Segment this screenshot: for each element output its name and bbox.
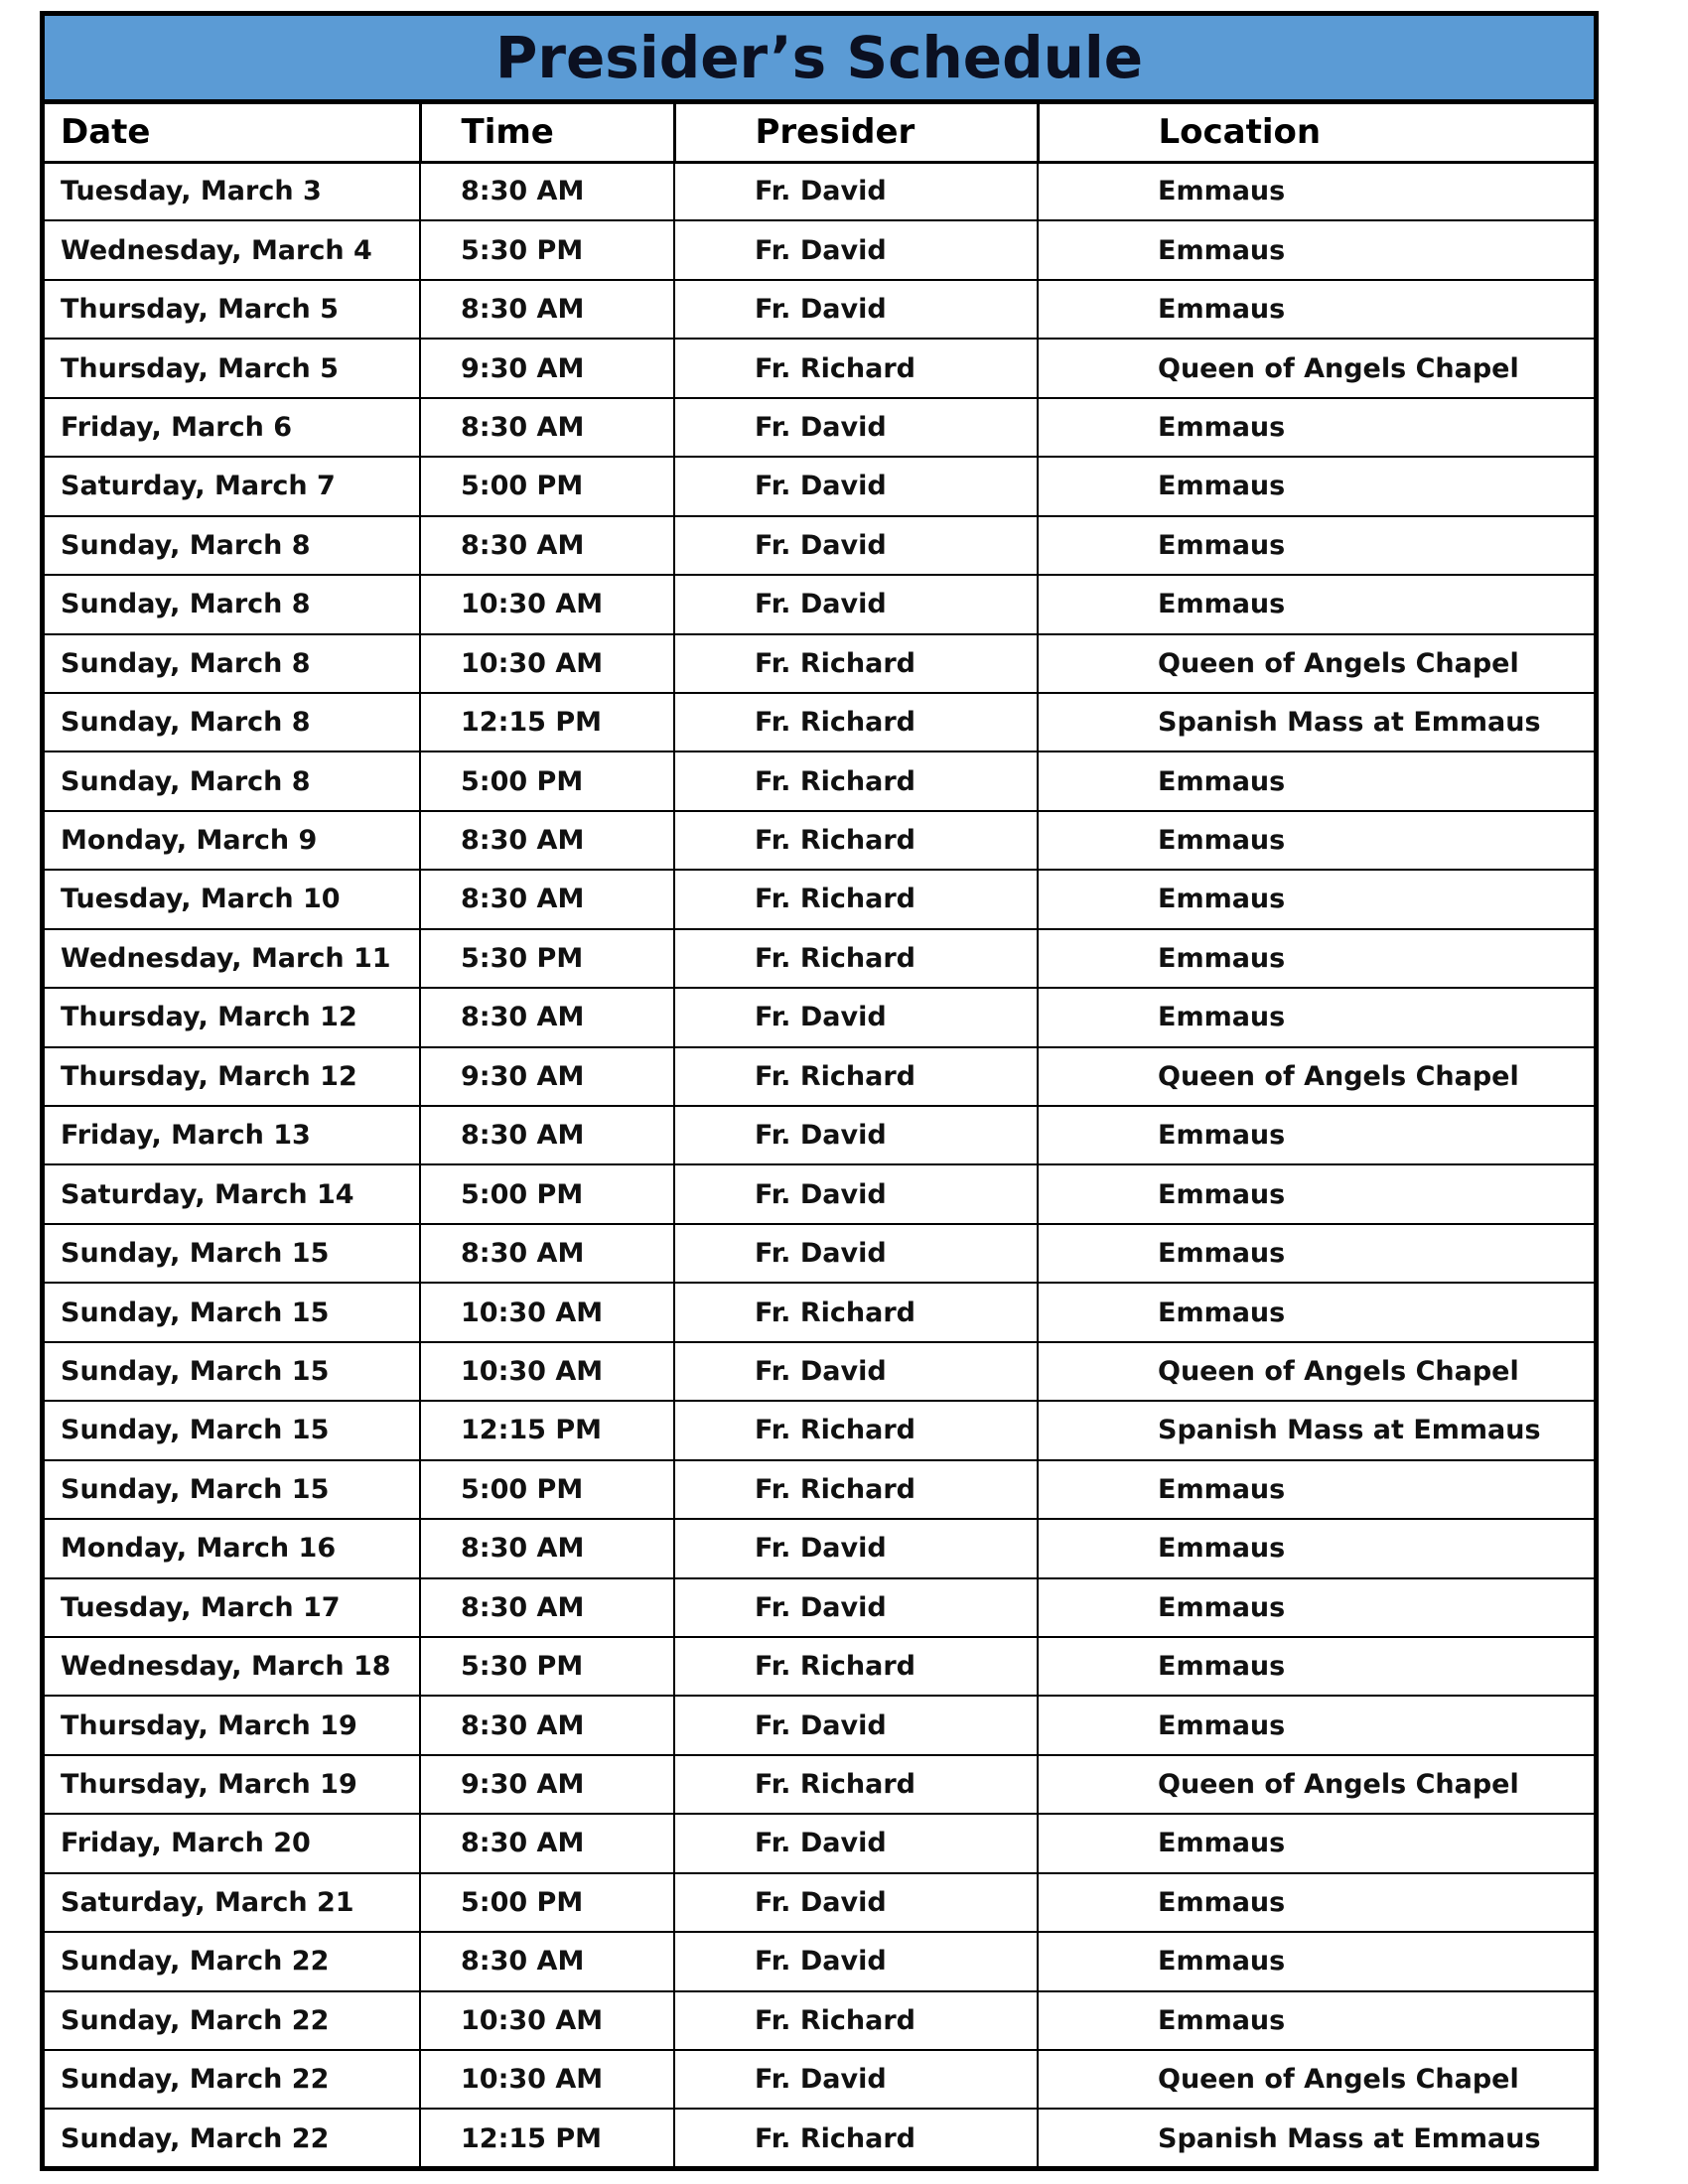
presider-cell: Fr. Richard — [674, 693, 1038, 751]
date-cell: Sunday, March 8 — [45, 634, 420, 693]
time-cell: 5:30 PM — [420, 220, 674, 279]
time-cell: 8:30 AM — [420, 1578, 674, 1637]
time-cell: 5:30 PM — [420, 1637, 674, 1696]
location-cell: Emmaus — [1038, 870, 1594, 928]
presider-cell: Fr. David — [674, 1106, 1038, 1164]
date-cell: Friday, March 6 — [45, 398, 420, 457]
location-cell: Emmaus — [1038, 280, 1594, 339]
presider-cell: Fr. Richard — [674, 1637, 1038, 1696]
date-cell: Tuesday, March 10 — [45, 870, 420, 928]
time-cell: 10:30 AM — [420, 1342, 674, 1401]
time-cell: 5:00 PM — [420, 1460, 674, 1519]
presider-cell: Fr. David — [674, 1814, 1038, 1872]
location-cell: Emmaus — [1038, 575, 1594, 633]
date-cell: Wednesday, March 18 — [45, 1637, 420, 1696]
table-row — [45, 162, 1594, 220]
date-cell: Sunday, March 8 — [45, 516, 420, 575]
presider-cell: Fr. David — [674, 2050, 1038, 2109]
table-row — [45, 1637, 1594, 1696]
date-cell: Sunday, March 15 — [45, 1342, 420, 1401]
location-cell: Queen of Angels Chapel — [1038, 339, 1594, 397]
presider-cell: Fr. Richard — [674, 870, 1038, 928]
location-cell: Emmaus — [1038, 1637, 1594, 1696]
presider-cell: Fr. David — [674, 1578, 1038, 1637]
date-cell: Thursday, March 5 — [45, 280, 420, 339]
time-cell: 5:00 PM — [420, 751, 674, 810]
presider-cell: Fr. David — [674, 1342, 1038, 1401]
location-cell: Queen of Angels Chapel — [1038, 1342, 1594, 1401]
location-cell: Emmaus — [1038, 1991, 1594, 2050]
time-cell: 8:30 AM — [420, 870, 674, 928]
time-cell: 8:30 AM — [420, 516, 674, 575]
time-cell: 9:30 AM — [420, 1755, 674, 1814]
table-row — [45, 811, 1594, 870]
location-cell: Emmaus — [1038, 398, 1594, 457]
location-cell: Emmaus — [1038, 1164, 1594, 1223]
presider-cell: Fr. David — [674, 516, 1038, 575]
table-row — [45, 2109, 1594, 2167]
date-cell: Sunday, March 22 — [45, 1991, 420, 2050]
table-row — [45, 457, 1594, 515]
date-cell: Thursday, March 12 — [45, 988, 420, 1046]
date-cell: Friday, March 13 — [45, 1106, 420, 1164]
presider-cell: Fr. David — [674, 220, 1038, 279]
presider-cell: Fr. David — [674, 280, 1038, 339]
time-cell: 5:30 PM — [420, 929, 674, 988]
table-row — [45, 220, 1594, 279]
table-row — [45, 1460, 1594, 1519]
table-row — [45, 929, 1594, 988]
column-header-time: Time — [420, 104, 674, 162]
location-cell: Emmaus — [1038, 1519, 1594, 1577]
header-row — [45, 104, 1594, 162]
presider-cell: Fr. Richard — [674, 1401, 1038, 1459]
presider-cell: Fr. David — [674, 988, 1038, 1046]
time-cell: 5:00 PM — [420, 1873, 674, 1932]
table-row — [45, 988, 1594, 1046]
location-cell: Spanish Mass at Emmaus — [1038, 1401, 1594, 1459]
time-cell: 10:30 AM — [420, 634, 674, 693]
page-title: Presider’s Schedule — [45, 16, 1594, 104]
table-row — [45, 1047, 1594, 1106]
date-cell: Sunday, March 22 — [45, 1932, 420, 1990]
time-cell: 8:30 AM — [420, 1814, 674, 1872]
table-row — [45, 2050, 1594, 2109]
date-cell: Tuesday, March 3 — [45, 162, 420, 220]
presider-cell: Fr. Richard — [674, 2109, 1038, 2167]
table-row — [45, 280, 1594, 339]
presider-cell: Fr. David — [674, 1696, 1038, 1754]
presider-cell: Fr. David — [674, 457, 1038, 515]
presider-cell: Fr. Richard — [674, 1755, 1038, 1814]
location-cell: Emmaus — [1038, 1814, 1594, 1872]
table-row — [45, 693, 1594, 751]
location-cell: Emmaus — [1038, 811, 1594, 870]
presider-cell: Fr. Richard — [674, 1460, 1038, 1519]
table-row — [45, 1814, 1594, 1872]
table-row — [45, 1991, 1594, 2050]
date-cell: Friday, March 20 — [45, 1814, 420, 1872]
location-cell: Queen of Angels Chapel — [1038, 1755, 1594, 1814]
presider-cell: Fr. Richard — [674, 811, 1038, 870]
date-cell: Wednesday, March 11 — [45, 929, 420, 988]
date-cell: Sunday, March 8 — [45, 693, 420, 751]
date-cell: Thursday, March 5 — [45, 339, 420, 397]
presider-cell: Fr. Richard — [674, 751, 1038, 810]
date-cell: Saturday, March 21 — [45, 1873, 420, 1932]
time-cell: 8:30 AM — [420, 1106, 674, 1164]
table-row — [45, 1578, 1594, 1637]
location-cell: Queen of Angels Chapel — [1038, 2050, 1594, 2109]
time-cell: 10:30 AM — [420, 1991, 674, 2050]
column-header-location: Location — [1038, 104, 1594, 162]
time-cell: 8:30 AM — [420, 1696, 674, 1754]
column-header-date: Date — [45, 104, 420, 162]
location-cell: Emmaus — [1038, 1873, 1594, 1932]
presider-cell: Fr. David — [674, 1224, 1038, 1283]
location-cell: Queen of Angels Chapel — [1038, 1047, 1594, 1106]
presider-cell: Fr. Richard — [674, 929, 1038, 988]
location-cell: Spanish Mass at Emmaus — [1158, 2123, 1541, 2155]
location-cell: Emmaus — [1038, 457, 1594, 515]
time-cell: 9:30 AM — [420, 1047, 674, 1106]
date-cell: Sunday, March 8 — [45, 751, 420, 810]
date-cell: Sunday, March 22 — [45, 2109, 420, 2167]
table-row — [45, 1401, 1594, 1459]
table-row — [45, 1932, 1594, 1990]
time-cell: 10:30 AM — [420, 1283, 674, 1341]
time-cell: 5:00 PM — [420, 1164, 674, 1223]
table-row — [45, 516, 1594, 575]
location-cell: Emmaus — [1038, 1106, 1594, 1164]
date-cell: Sunday, March 22 — [45, 2050, 420, 2109]
date-cell: Thursday, March 12 — [45, 1047, 420, 1106]
date-cell: Sunday, March 15 — [45, 1460, 420, 1519]
date-cell: Monday, March 9 — [45, 811, 420, 870]
location-cell: Emmaus — [1038, 1932, 1594, 1990]
table-row — [45, 1164, 1594, 1223]
presider-cell: Fr. Richard — [674, 634, 1038, 693]
location-cell: Emmaus — [1038, 1696, 1594, 1754]
time-cell: 8:30 AM — [420, 162, 674, 220]
date-cell: Saturday, March 7 — [45, 457, 420, 515]
presider-cell: Fr. David — [674, 398, 1038, 457]
location-cell: Spanish Mass at Emmaus — [1038, 693, 1594, 751]
date-cell: Thursday, March 19 — [45, 1696, 420, 1754]
presider-cell: Fr. Richard — [674, 1283, 1038, 1341]
table-row — [45, 1873, 1594, 1932]
table-row — [45, 339, 1594, 397]
date-cell: Sunday, March 15 — [45, 1283, 420, 1341]
table-row — [45, 751, 1594, 810]
location-cell: Emmaus — [1038, 988, 1594, 1046]
date-cell: Saturday, March 14 — [45, 1164, 420, 1223]
time-cell: 8:30 AM — [420, 1519, 674, 1577]
table-row — [45, 398, 1594, 457]
date-cell: Tuesday, March 17 — [45, 1578, 420, 1637]
schedule-table — [45, 104, 1594, 2168]
time-cell: 8:30 AM — [420, 1932, 674, 1990]
presider-cell: Fr. David — [674, 1519, 1038, 1577]
location-cell: Emmaus — [1038, 1578, 1594, 1637]
time-cell: 8:30 AM — [420, 398, 674, 457]
time-cell: 8:30 AM — [420, 1224, 674, 1283]
location-cell: Emmaus — [1038, 1460, 1594, 1519]
location-cell: Emmaus — [1038, 1224, 1594, 1283]
presider-cell: Fr. David — [674, 162, 1038, 220]
presider-cell: Fr. David — [674, 1932, 1038, 1990]
presider-cell: Fr. David — [674, 1873, 1038, 1932]
table-row — [45, 1224, 1594, 1283]
presider-cell: Fr. Richard — [674, 1047, 1038, 1106]
date-cell: Sunday, March 15 — [45, 1401, 420, 1459]
column-header-presider: Presider — [674, 104, 1038, 162]
location-cell: Queen of Angels Chapel — [1038, 634, 1594, 693]
time-cell: 5:00 PM — [420, 457, 674, 515]
table-row — [45, 1755, 1594, 1814]
date-cell: Sunday, March 8 — [45, 575, 420, 633]
table-row — [45, 1696, 1594, 1754]
time-cell: 8:30 AM — [420, 811, 674, 870]
time-cell: 8:30 AM — [420, 280, 674, 339]
date-cell: Monday, March 16 — [45, 1519, 420, 1577]
date-cell: Sunday, March 15 — [45, 1224, 420, 1283]
location-cell: Emmaus — [1038, 516, 1594, 575]
time-cell: 12:15 PM — [420, 2109, 674, 2167]
presider-cell: Fr. David — [674, 1164, 1038, 1223]
time-cell: 12:15 PM — [420, 693, 674, 751]
presider-cell: Fr. Richard — [674, 1991, 1038, 2050]
presider-cell: Fr. David — [674, 575, 1038, 633]
table-row — [45, 1519, 1594, 1577]
time-cell: 8:30 AM — [420, 988, 674, 1046]
table-row — [45, 1106, 1594, 1164]
location-cell: Emmaus — [1038, 751, 1594, 810]
location-cell: Emmaus — [1038, 1283, 1594, 1341]
table-row — [45, 575, 1594, 633]
table-row — [45, 1342, 1594, 1401]
location-cell: Emmaus — [1038, 162, 1594, 220]
schedule-sheet — [40, 11, 1599, 2171]
time-cell: 10:30 AM — [420, 2050, 674, 2109]
location-cell: Emmaus — [1038, 929, 1594, 988]
table-row — [45, 870, 1594, 928]
time-cell: 10:30 AM — [420, 575, 674, 633]
time-cell: 9:30 AM — [420, 339, 674, 397]
date-cell: Wednesday, March 4 — [45, 220, 420, 279]
date-cell: Thursday, March 19 — [45, 1755, 420, 1814]
time-cell: 12:15 PM — [420, 1401, 674, 1459]
table-row — [45, 1283, 1594, 1341]
table-row — [45, 634, 1594, 693]
location-cell: Emmaus — [1038, 220, 1594, 279]
presider-cell: Fr. Richard — [674, 339, 1038, 397]
